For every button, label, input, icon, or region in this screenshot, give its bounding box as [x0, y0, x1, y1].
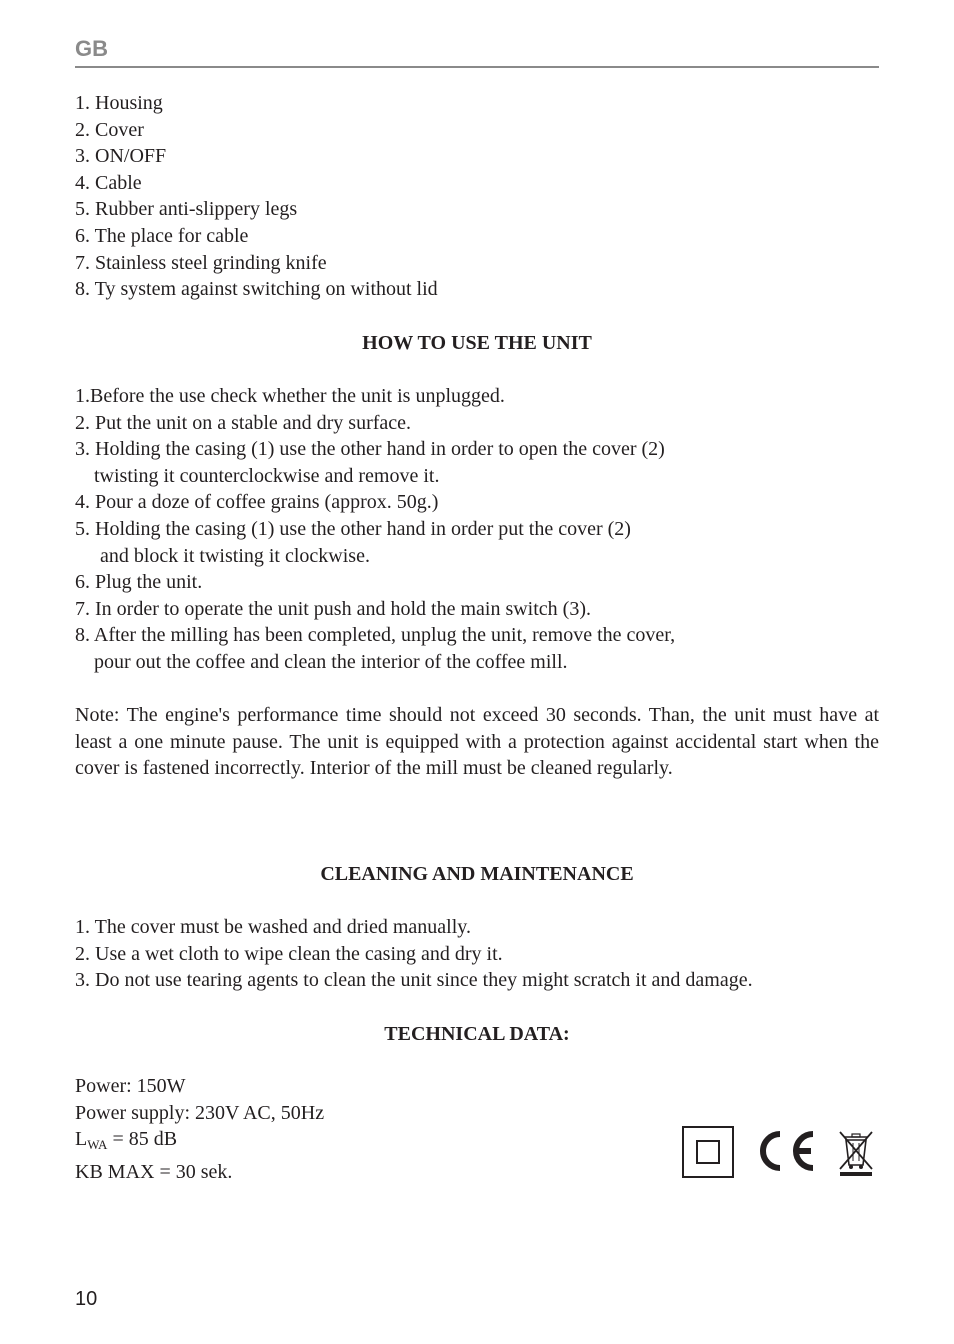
step-line: 6. Plug the unit.	[75, 571, 203, 594]
parts-list	[75, 90, 438, 303]
cleaning-line: 1. The cover must be washed and dried manually.	[75, 916, 471, 938]
step-line: 5. Holding the casing (1) use the other hand in order put the cover (2)	[75, 517, 631, 540]
how-to-use-heading: HOW TO USE THE UNIT	[362, 332, 592, 354]
step-line: 4. Pour a doze of coffee grains (approx. 50g.)	[75, 491, 439, 514]
lwa-value: = 85 dB	[107, 1128, 178, 1151]
step-line: pour out the coffee and clean the interior of the coffee mill.	[94, 650, 568, 673]
parts-list-item: 4. Cable	[75, 171, 142, 194]
step-line: 1.Before the use check whether the unit is unplugged.	[75, 385, 505, 407]
parts-list-item: 2. Cover	[75, 118, 144, 141]
technical-heading: TECHNICAL DATA:	[384, 1023, 570, 1045]
power-supply: Power supply: 230V AC, 50Hz	[75, 1101, 325, 1124]
step-line: 3. Holding the casing (1) use the other hand in order to open the cover (2)	[75, 438, 665, 461]
parts-list-item: 7. Stainless steel grinding knife	[75, 251, 327, 274]
usage-note: Note: The engine's performance time should not exceed 30 seconds. Than, the unit must have at least a one minute pause. The unit is equipped with a protection against accidental start when the cover is fastened incorrectly. Interior of the mill must be cleaned regularly.	[75, 704, 879, 780]
parts-list-item: 6. The place for cable	[75, 224, 249, 247]
parts-list-item: 3. ON/OFF	[75, 145, 167, 168]
language-code: GB	[75, 36, 108, 61]
cleaning-heading: CLEANING AND MAINTENANCE	[320, 863, 634, 885]
technical-data	[75, 1073, 324, 1185]
cleaning-steps	[75, 914, 753, 994]
kb-max: KB MAX = 30 sek.	[75, 1160, 233, 1183]
parts-list-item: 8. Ty system against switching on without lid	[75, 278, 438, 301]
sound-power-level	[75, 1126, 324, 1159]
page-header	[75, 34, 879, 68]
lwa-subscript: WA	[87, 1137, 108, 1153]
step-line: 8. After the milling has been completed, unplug the unit, remove the cover,	[75, 624, 676, 647]
cleaning-line: 3. Do not use tearing agents to clean the unit since they might scratch it and damage.	[75, 969, 753, 992]
step-line: 2. Put the unit on a stable and dry surface.	[75, 411, 412, 434]
parts-list-item: 1. Housing	[75, 92, 163, 114]
page-number: 10	[75, 1288, 98, 1310]
weee-crossed-bin-icon	[836, 1128, 876, 1176]
parts-list-item: 5. Rubber anti-slippery legs	[75, 198, 298, 221]
ce-mark-icon	[753, 1128, 817, 1174]
power-rating: Power: 150W	[75, 1075, 186, 1097]
step-line: 7. In order to operate the unit push and hold the main switch (3).	[75, 597, 591, 620]
step-line: and block it twisting it clockwise.	[100, 544, 370, 567]
cleaning-line: 2. Use a wet cloth to wipe clean the casing and dry it.	[75, 942, 503, 965]
step-line: twisting it counterclockwise and remove it.	[94, 464, 440, 487]
lwa-symbol: L	[75, 1128, 88, 1151]
how-to-use-steps	[75, 383, 675, 676]
class-ii-double-insulation-icon	[682, 1126, 734, 1178]
